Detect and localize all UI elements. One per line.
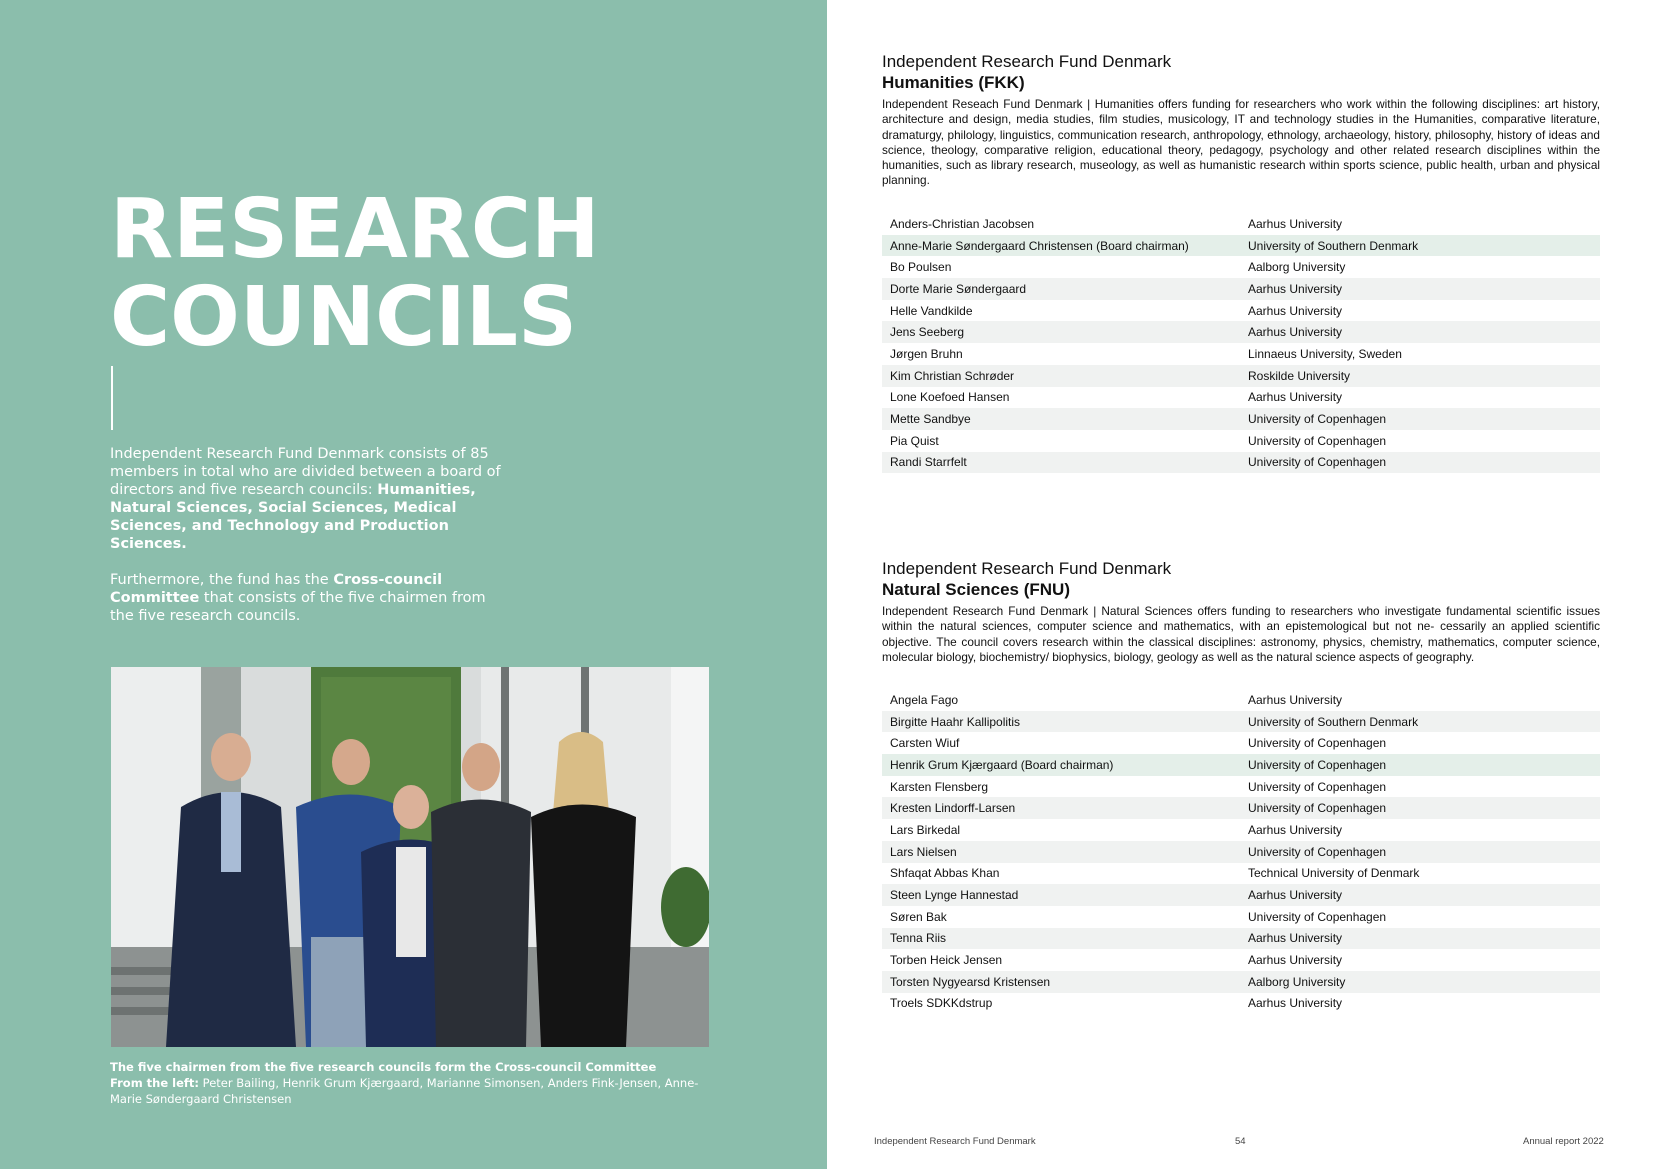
table-row (882, 430, 1600, 452)
table-row (882, 711, 1600, 733)
member-name: Pia Quist (890, 433, 939, 448)
intro-p2-text-b: that consists of the five chairmen from the five research councils. (110, 590, 486, 624)
table-row (882, 213, 1600, 235)
caption-line-2 (110, 1075, 710, 1107)
intro-p2-bold: Cross-council Committee (110, 572, 443, 606)
member-institution: Aarhus University (1240, 928, 1600, 950)
table-row (882, 452, 1600, 474)
member-institution: Aarhus University (1248, 692, 1343, 707)
member-institution: Technical University of Denmark (1248, 866, 1420, 881)
member-institution: Aarhus University (1248, 303, 1343, 318)
member-institution: University of Copenhagen (1248, 909, 1387, 924)
member-name: Kresten Lindorff-Larsen (882, 797, 1240, 819)
intro-paragraph-1 (110, 445, 510, 553)
member-institution: Aalborg University (1240, 971, 1600, 993)
member-institution: Aarhus University (1240, 321, 1600, 343)
table-row (882, 949, 1600, 971)
member-institution: Aarhus University (1240, 278, 1600, 300)
member-institution: University of Southern Denmark (1240, 235, 1600, 257)
table-row (882, 906, 1600, 928)
table-row (882, 841, 1600, 863)
caption-line-1: The five chairmen from the five research councils form the Cross-council Committee (110, 1060, 657, 1074)
table-row (882, 365, 1600, 387)
table-row (882, 256, 1600, 278)
member-name: Lars Birkedal (890, 822, 961, 837)
section-natural-sciences (882, 558, 1600, 665)
member-institution: Aalborg University (1248, 260, 1346, 275)
member-name: Kim Christian Schrøder (882, 365, 1240, 387)
member-name: Torben Heick Jensen (890, 953, 1003, 968)
member-name: Henrik Grum Kjærgaard (Board chairman) (882, 754, 1240, 776)
member-institution: Aarhus University (1248, 216, 1343, 231)
intro-paragraph-2 (110, 571, 510, 625)
member-institution: Linnaeus University, Sweden (1248, 346, 1402, 361)
member-institution: University of Copenhagen (1240, 797, 1600, 819)
table-row (882, 387, 1600, 409)
footer-org: Independent Research Fund Denmark (874, 1136, 1036, 1147)
member-name: Helle Vandkilde (890, 303, 973, 318)
table-row (882, 884, 1600, 906)
member-institution: University of Copenhagen (1248, 433, 1387, 448)
table-row (882, 776, 1600, 798)
member-institution: University of Copenhagen (1248, 779, 1387, 794)
member-name: Anne-Marie Søndergaard Christensen (Board chairman) (882, 235, 1240, 257)
table-row (882, 993, 1600, 1015)
section-org-name: Independent Research Fund Denmark (882, 559, 1172, 578)
table-row (882, 863, 1600, 885)
member-name: Steen Lynge Hannestad (882, 884, 1240, 906)
member-institution: University of Copenhagen (1240, 754, 1600, 776)
table-row (882, 321, 1600, 343)
member-name: Lars Nielsen (882, 841, 1240, 863)
title-line-1: RESEARCH (110, 182, 600, 277)
table-row (882, 408, 1600, 430)
intro-p1-text: Independent Research Fund Denmark consists of 85 members in total who are divided between a board of directors and five research councils: (110, 446, 501, 498)
member-name: Carsten Wiuf (890, 736, 960, 751)
member-institution: University of Copenhagen (1240, 408, 1600, 430)
members-table-natural-sciences (882, 689, 1600, 1014)
member-name: Mette Sandbye (882, 408, 1240, 430)
table-row (882, 235, 1600, 257)
member-institution: Aarhus University (1248, 996, 1343, 1011)
section-humanities (882, 51, 1600, 189)
caption-line-2-text: Peter Bailing, Henrik Grum Kjærgaard, Marianne Simonsen, Anders Fink-Jensen, Anne-Marie Søndergaard Christensen (110, 1076, 699, 1106)
intro-p1-bold: Humanities, Natural Sciences, Social Sciences, Medical Sciences, and Technology and Production Sciences. (110, 482, 476, 552)
footer-page-number: 54 (1235, 1136, 1246, 1147)
member-institution: Aarhus University (1248, 390, 1343, 405)
group-photo (111, 667, 709, 1047)
member-name: Lone Koefoed Hansen (890, 390, 1010, 405)
section-council-name: Humanities (FKK) (882, 73, 1025, 92)
photo-caption (110, 1059, 710, 1107)
divider-line (111, 366, 113, 430)
member-institution: University of Copenhagen (1248, 736, 1387, 751)
table-row (882, 928, 1600, 950)
member-institution: Aarhus University (1248, 822, 1343, 837)
member-institution: University of Southern Denmark (1240, 711, 1600, 733)
member-name: Bo Poulsen (890, 260, 952, 275)
member-name: Tenna Riis (882, 928, 1240, 950)
table-row (882, 343, 1600, 365)
footer-report: Annual report 2022 (1523, 1136, 1604, 1147)
section-council-name: Natural Sciences (FNU) (882, 580, 1070, 599)
caption-line-2-bold: From the left: (110, 1076, 200, 1090)
member-name: Anders-Christian Jacobsen (890, 216, 1035, 231)
member-name: Troels SDKKdstrup (890, 996, 993, 1011)
members-table-humanities (882, 213, 1600, 473)
title-line-2: COUNCILS (110, 270, 578, 365)
member-institution: University of Copenhagen (1240, 841, 1600, 863)
table-row (882, 797, 1600, 819)
member-name: Jens Seeberg (882, 321, 1240, 343)
member-institution: University of Copenhagen (1240, 452, 1600, 474)
table-row (882, 689, 1600, 711)
table-row (882, 278, 1600, 300)
member-institution: Roskilde University (1240, 365, 1600, 387)
table-row (882, 300, 1600, 322)
member-name: Shfaqat Abbas Khan (890, 866, 1000, 881)
table-row (882, 819, 1600, 841)
member-name: Dorte Marie Søndergaard (882, 278, 1240, 300)
intro-text (110, 445, 510, 643)
table-row (882, 732, 1600, 754)
section-description: Independent Reseach Fund Denmark | Humanities offers funding for researchers who work within the following disciplines: art history, architecture and design, media studies, film studies, musicology, IT and technology studies in the Humanities, comparative literature, dramaturgy, philology, linguistics, communication research, anthropology, ethnology, archaeology, history, philosophy, history of ideas and science, theology, comparative religion, educational theory, pedagogy, psychology and other related research disciplines within the humanities, such as library research, museology, as well as humanistic research within sports science, public health, urban and physical planning. (882, 97, 1600, 188)
group-photo-illustration (111, 667, 709, 1047)
member-name: Søren Bak (890, 909, 947, 924)
member-institution: Aarhus University (1240, 884, 1600, 906)
member-institution: Aarhus University (1248, 953, 1343, 968)
member-name: Birgitte Haahr Kallipolitis (882, 711, 1240, 733)
member-name: Angela Fago (890, 692, 959, 707)
section-org-name: Independent Research Fund Denmark (882, 52, 1172, 71)
section-description: Independent Research Fund Denmark | Natural Sciences offers funding to researchers who investigate fundamental scientific issues within the natural sciences, computer science and mathematics, with an epistemological but not ne- cessarily an applied scientific objective. The council covers research within the classical disciplines: astronomy, physics, chemistry, mathematics, computer science, molecular biology, biochemistry/ biophysics, biology, geology as well as the natural science aspects of geography. (882, 604, 1600, 664)
member-name: Jørgen Bruhn (890, 346, 963, 361)
member-name: Karsten Flensberg (890, 779, 989, 794)
table-row (882, 971, 1600, 993)
page-title (110, 182, 600, 365)
table-row (882, 754, 1600, 776)
member-name: Torsten Nygyearsd Kristensen (882, 971, 1240, 993)
intro-p2-text-a: Furthermore, the fund has the (110, 572, 334, 588)
member-name: Randi Starrfelt (882, 452, 1240, 474)
